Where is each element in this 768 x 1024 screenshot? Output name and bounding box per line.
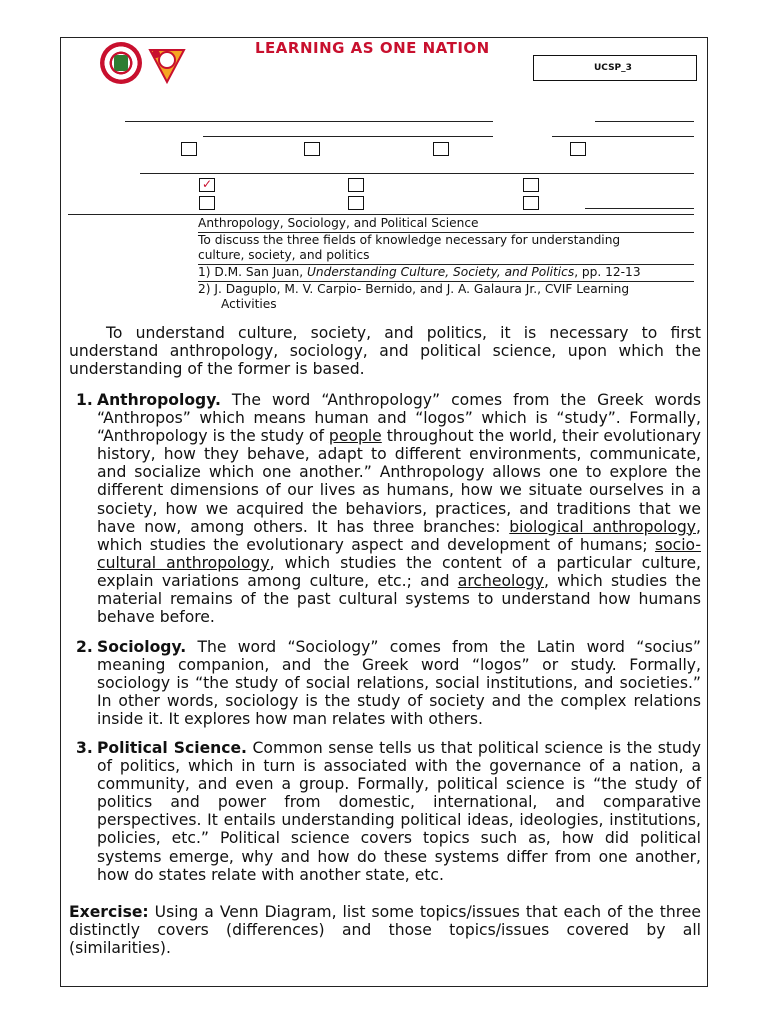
item-number-2: 2.	[76, 638, 93, 656]
anthropology-text: , which studies the evolutionary aspect and development of humans;	[97, 517, 702, 554]
sociology-heading: Sociology.	[97, 638, 187, 656]
form-line	[585, 208, 694, 209]
term-socio-cultural-anthropology: socio-cultural anthropology	[97, 535, 701, 572]
checkbox[interactable]	[199, 196, 215, 210]
anthropology-text: , which studies the material remains of the past cultural systems to understand how humans behave before.	[97, 571, 701, 627]
reference-2-line-1: 2) J. Daguplo, M. V. Carpio- Bernido, and J. A. Galaura Jr., CVIF Learning	[198, 282, 630, 296]
reference-1-prefix: 1) D.M. San Juan,	[198, 265, 307, 279]
reference-1	[198, 265, 641, 280]
module-code-box	[533, 55, 697, 81]
form-line	[595, 121, 694, 122]
objective-text-1: To discuss the three fields of knowledge necessary for understanding	[198, 233, 621, 247]
page-title: LEARNING AS ONE NATION	[255, 39, 490, 57]
checkbox[interactable]	[570, 142, 586, 156]
form-line	[552, 136, 694, 137]
item-number-3: 3.	[76, 739, 93, 757]
objective-text-2: culture, society, and politics	[198, 248, 370, 262]
anthropology-text: throughout the world, their evolutionary history, how they behave, adapt to different environments, communicate, and socialize which one another.” Anthropology allows one to explore the different dimensions of our lives as humans, how we situate ourselves in a society, how we acquired the behaviors, practices, and traditions that we have now, among others. It has three branches:	[97, 427, 701, 536]
form-line	[140, 173, 694, 174]
anthropology-paragraph	[97, 391, 701, 626]
checkbox[interactable]	[523, 178, 539, 192]
reference-2-line-2: Activities	[221, 297, 277, 311]
exercise-label: Exercise:	[69, 903, 149, 921]
anthropology-text: The word “Anthropology” comes from the Greek words “Anthropos” which means human and “logos” which is “study”. Formally, “Anthropology is the study of	[97, 391, 701, 446]
form-line	[203, 136, 493, 137]
political-science-text: Common sense tells us that political science is the study of politics, which in turn is associated with the governance of a nation, a community, and even a group. Formally, political science is “the study of politics and power from domestic, international, and comparative perspectives. It entails understanding political ideas, ideologies, institutions, policies, etc.” Political science covers topics such as, how did political systems emerge, why and how do these systems differ from one another, how do states relate with another state, etc.	[97, 739, 701, 884]
checkbox-checked[interactable]: ✓	[199, 178, 215, 192]
exercise-text: Using a Venn Diagram, list some topics/issues that each of the three distinctly covers (differences) and those topics/issues covered by all (similarities).	[69, 903, 701, 958]
school-seal-logo	[100, 42, 142, 84]
sociology-paragraph	[97, 638, 701, 728]
anthropology-heading: Anthropology.	[97, 391, 221, 409]
term-archeology: archeology	[457, 571, 545, 590]
political-science-heading: Political Science.	[97, 739, 247, 757]
exercise-paragraph	[69, 903, 701, 957]
reference-1-title: Understanding Culture, Society, and Politics	[306, 265, 575, 279]
checkbox[interactable]	[433, 142, 449, 156]
reference-1-pages: , pp. 12-13	[574, 265, 641, 279]
intro-paragraph: To understand culture, society, and politics, it is necessary to first understand anthropology, sociology, and political science, upon which the understanding of the former is based.	[69, 324, 701, 379]
checkbox[interactable]	[523, 196, 539, 210]
form-line	[125, 121, 493, 122]
institution-logo	[146, 44, 188, 84]
anthropology-text: , which studies the content of a particular culture, explain variations among culture, etc.; and	[97, 553, 701, 590]
topic-text: Anthropology, Sociology, and Political Science	[198, 216, 479, 230]
item-number-1: 1.	[76, 391, 93, 409]
checkbox[interactable]	[348, 196, 364, 210]
checkbox[interactable]	[181, 142, 197, 156]
term-biological-anthropology: biological anthropology	[509, 517, 697, 536]
form-line	[68, 214, 694, 215]
module-code: UCSP_3	[594, 63, 632, 73]
political-science-paragraph	[97, 739, 701, 884]
sociology-text: The word “Sociology” comes from the Latin word “socius” meaning companion, and the Greek word “logos” or study. Formally, sociology is “the study of social relations, social institutions, and societies.” In other words, sociology is the study of society and the complex relations inside it. It explores how man relates with others.	[97, 638, 701, 729]
term-people: people	[328, 427, 382, 446]
checkbox[interactable]	[348, 178, 364, 192]
checkbox[interactable]	[304, 142, 320, 156]
